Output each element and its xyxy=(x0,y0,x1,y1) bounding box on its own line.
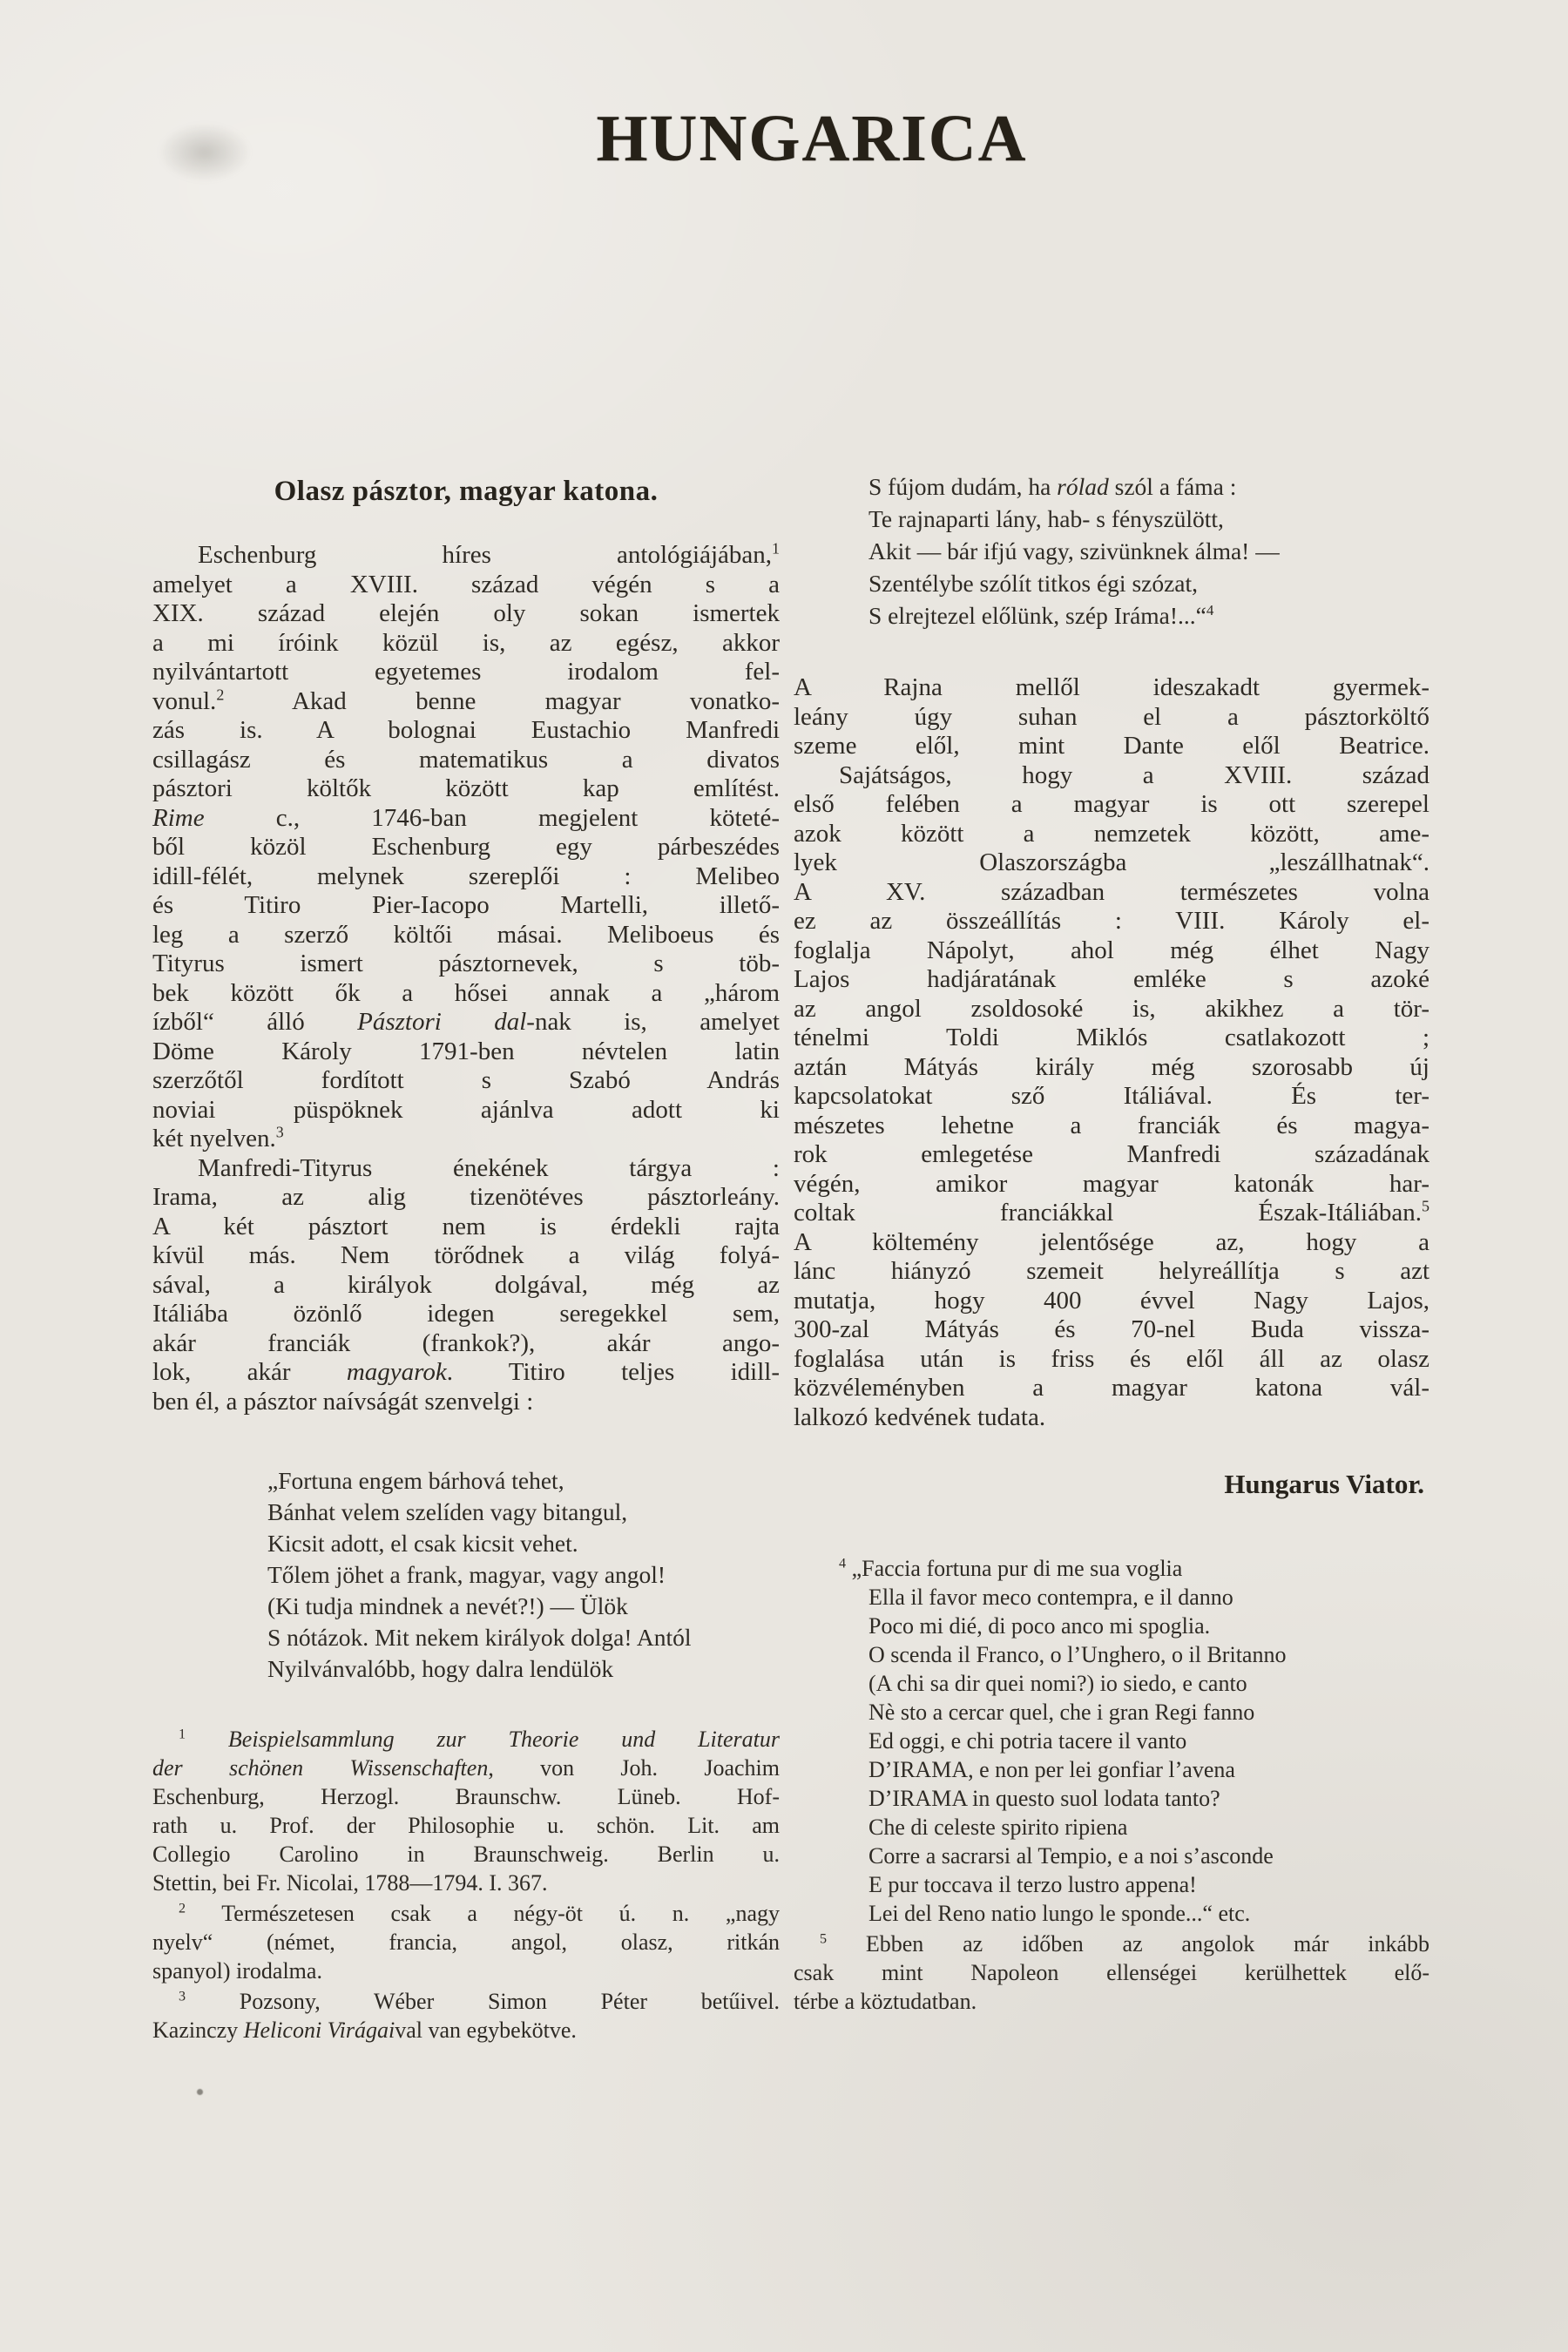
text-line xyxy=(794,1140,1429,1170)
text-segment: val van egybekötve. xyxy=(395,2017,577,2043)
text-line xyxy=(794,1082,1429,1112)
text-segment: S elrejtezel előlünk, szép Iráma!...“ xyxy=(868,602,1206,629)
article-heading: Olasz pásztor, magyar katona. xyxy=(274,476,659,507)
text-line xyxy=(868,535,1429,567)
text-line xyxy=(267,1465,780,1497)
text-line xyxy=(152,891,780,921)
text-line xyxy=(794,1374,1429,1403)
text-line xyxy=(267,1653,780,1685)
text-segment: foglalja Nápolyt, ahol még élhet Nagy xyxy=(794,936,1429,964)
text-segment: Beispielsammlung zur Theorie und Literatur xyxy=(227,1727,781,1752)
text-segment: idill-félét, melynek szereplői : Melibeo xyxy=(152,862,780,890)
text-segment: Lei del Reno natio lungo le sponde...“ etc. xyxy=(868,1901,1251,1926)
text-line xyxy=(267,1622,780,1653)
article-paragraph-3 xyxy=(794,673,1429,761)
footnote-marker: 3 xyxy=(179,1989,186,2004)
text-line xyxy=(152,1782,780,1811)
text-segment: ből közöl Eschenburg egy párbeszédes xyxy=(152,833,780,861)
text-segment: kapcsolatokat sző Itáliával. És ter- xyxy=(794,1082,1429,1110)
left-column xyxy=(152,470,780,2044)
text-segment: (Ki tudja mindnek a nevét?!) — Ülök xyxy=(267,1592,628,1619)
text-segment: kívül más. Nem törődnek a világ folyá- xyxy=(152,1241,780,1269)
text-segment: leány úgy suhan el a pásztorköltő xyxy=(794,702,1429,731)
text-line xyxy=(152,833,780,862)
text-line xyxy=(868,1640,1429,1669)
text-line xyxy=(794,1958,1429,1987)
text-segment: Rime xyxy=(152,803,205,832)
text-segment: Che di celeste spirito ripiena xyxy=(868,1815,1128,1840)
text-line xyxy=(794,1287,1429,1316)
text-line xyxy=(152,1957,780,1985)
text-line xyxy=(152,1869,780,1897)
verse-continuation xyxy=(794,470,1429,632)
text-segment: Döme Károly 1791-ben névtelen latin xyxy=(152,1037,780,1065)
text-segment: Stettin, bei Fr. Nicolai, 1788—1794. I. 367. xyxy=(152,1870,548,1896)
text-segment: végén, amikor magyar katonák har- xyxy=(794,1169,1429,1198)
page-title: HUNGARICA xyxy=(596,102,1028,175)
text-line xyxy=(794,907,1429,936)
text-line xyxy=(152,716,780,746)
text-segment: A költemény jelentősége az, hogy a xyxy=(794,1227,1429,1256)
text-segment: A két pásztort nem is érdekli rajta xyxy=(152,1212,780,1240)
text-segment: Kicsit adott, el csak kicsit vehet. xyxy=(267,1530,578,1557)
footnote-marker: 3 xyxy=(275,1123,284,1141)
text-line xyxy=(868,1784,1429,1813)
text-line xyxy=(794,820,1429,849)
text-segment: Lajos hadjáratának emléke s azoké xyxy=(794,965,1429,993)
text-line xyxy=(152,1928,780,1957)
footnote-4-italian-verse xyxy=(794,1554,1429,1928)
text-segment: S nótázok. Mit nekem királyok dolga! Antól xyxy=(267,1624,692,1651)
text-line xyxy=(794,703,1429,733)
text-line xyxy=(794,1228,1429,1258)
text-segment: mészetes lehetne a franciák és magya- xyxy=(794,1111,1429,1139)
text-line xyxy=(794,965,1429,995)
text-line xyxy=(794,1170,1429,1200)
text-segment: ben él, a pásztor naívságát szenvelgi : xyxy=(152,1387,534,1416)
text-segment: bek között ők a hősei annak a „három xyxy=(152,978,780,1007)
text-segment: Itáliába özönlő idegen seregekkel sem, xyxy=(152,1300,780,1328)
text-segment: Ebben az időben az angolok már inkább xyxy=(827,1931,1429,1957)
text-line xyxy=(868,503,1429,535)
text-line xyxy=(267,1591,780,1622)
text-line xyxy=(152,599,780,629)
text-line xyxy=(152,1213,780,1242)
text-line xyxy=(152,1154,780,1184)
footnote-2 xyxy=(152,1899,780,1985)
text-segment: -nak is, amelyet xyxy=(526,1008,780,1036)
text-segment: „Faccia fortuna pur di me sua voglia xyxy=(846,1556,1183,1581)
footnote-marker: 1 xyxy=(179,1727,186,1742)
text-line xyxy=(152,1066,780,1096)
text-line xyxy=(152,746,780,775)
text-segment: térbe a köztudatban. xyxy=(794,1989,977,2014)
text-segment: Pozsony, Wéber Simon Péter betűivel. xyxy=(186,1989,780,2014)
text-line xyxy=(794,1930,1429,1958)
text-segment: Nyilvánvalóbb, hogy dalra lendülök xyxy=(267,1655,614,1682)
text-line xyxy=(152,979,780,1009)
text-line xyxy=(868,1755,1429,1784)
text-line xyxy=(152,1300,780,1329)
text-segment: lalkozó kedvének tudata. xyxy=(794,1402,1046,1431)
text-line xyxy=(152,1096,780,1125)
text-segment: szeme elől, mint Dante elől Beatrice. xyxy=(794,732,1429,760)
text-line xyxy=(794,1112,1429,1141)
text-segment: Pásztori dal xyxy=(357,1008,527,1036)
text-segment: lyek Olaszországba „leszállhatnak“. xyxy=(794,848,1429,876)
text-line xyxy=(152,1987,780,2016)
right-column xyxy=(794,470,1429,2044)
text-segment: O scenda il Franco, o l’Unghero, o il Britanno xyxy=(868,1642,1287,1667)
text-segment: Collegio Carolino in Braunschweig. Berlin u. xyxy=(152,1842,780,1867)
text-line xyxy=(794,790,1429,820)
text-line xyxy=(868,599,1429,632)
text-segment: D’IRAMA, e non per lei gonfiar l’avena xyxy=(868,1757,1235,1782)
text-line xyxy=(267,1497,780,1528)
text-segment: akár franciák (frankok?), akár ango- xyxy=(152,1328,780,1357)
text-segment: . Titiro teljes idill- xyxy=(446,1358,780,1386)
left-footnotes xyxy=(152,1725,780,2044)
two-column-layout xyxy=(152,470,1429,2044)
text-line xyxy=(152,687,780,717)
text-segment: 300-zal Mátyás és 70-nel Buda vissza- xyxy=(794,1315,1429,1343)
text-segment: Tityrus ismert pásztornevek, s töb- xyxy=(152,950,780,977)
text-line xyxy=(839,1554,1429,1583)
article-paragraph-1 xyxy=(152,541,780,1154)
footnote-marker: 5 xyxy=(820,1931,828,1947)
footnote-3 xyxy=(152,1987,780,2044)
text-segment: XIX. század elején oly sokan ismertek xyxy=(152,599,780,627)
text-segment: Ed oggi, e chi potria tacere il vanto xyxy=(868,1728,1187,1754)
text-line xyxy=(794,1403,1429,1433)
text-segment: S fújom dudám, ha xyxy=(868,473,1058,500)
text-line xyxy=(794,995,1429,1024)
text-segment: első felében a magyar is ott szerepel xyxy=(794,790,1429,818)
text-segment: szól a fáma : xyxy=(1108,473,1237,500)
text-segment: amelyet a XVIII. század végén s a xyxy=(152,570,780,598)
footnote-1 xyxy=(152,1725,780,1897)
text-segment: Nè sto a cercar quel, che i gran Regi fanno xyxy=(868,1700,1255,1725)
hungarian-verse-quote xyxy=(152,1465,780,1685)
text-line xyxy=(794,1024,1429,1053)
text-segment: , von Joh. Joachim xyxy=(488,1755,780,1781)
author-signature: Hungarus Viator. xyxy=(1224,1469,1424,1499)
footnote-5 xyxy=(794,1930,1429,2016)
text-segment: az angol zsoldosoké is, akikhez a tör- xyxy=(794,994,1429,1023)
text-segment: nyelv“ (német, francia, angol, olasz, ritkán xyxy=(152,1930,780,1955)
text-segment: Irama, az alig tizenötéves pásztorleány. xyxy=(152,1183,780,1211)
text-segment xyxy=(186,1727,228,1752)
text-segment: magyarok xyxy=(346,1358,447,1386)
text-line xyxy=(868,1842,1429,1870)
text-segment: „Fortuna engem bárhová tehet, xyxy=(267,1467,564,1494)
text-line xyxy=(152,1811,780,1840)
text-segment: c., 1746-ban megjelent köteté- xyxy=(204,803,780,832)
text-line xyxy=(152,1899,780,1928)
text-line xyxy=(152,1037,780,1067)
text-line xyxy=(152,658,780,687)
text-segment: leg a szerző költői másai. Meliboeus és xyxy=(152,920,780,949)
text-segment: Szentélybe szólít titkos égi szózat, xyxy=(868,570,1199,597)
text-segment: (A chi sa dir quei nomi?) io siedo, e canto xyxy=(868,1671,1247,1696)
text-segment: vonul. xyxy=(152,686,217,715)
text-line xyxy=(152,921,780,950)
text-line xyxy=(868,1727,1429,1755)
text-segment: Akad benne magyar vonatko- xyxy=(224,686,780,715)
text-segment: Eschenburg híres antológiájában, xyxy=(198,541,773,569)
text-segment: Te rajnaparti lány, hab- s fényszülött, xyxy=(868,505,1224,532)
text-line xyxy=(794,1987,1429,2016)
print-artifact-dot xyxy=(197,2089,203,2095)
text-line xyxy=(794,732,1429,761)
text-segment: lok, akár xyxy=(152,1358,347,1386)
text-segment: sával, a királyok dolgával, még az xyxy=(152,1270,780,1299)
text-line xyxy=(152,1271,780,1301)
text-line xyxy=(152,862,780,892)
text-line xyxy=(794,1199,1429,1228)
text-line xyxy=(152,541,780,571)
text-line xyxy=(794,936,1429,966)
footnote-marker: 4 xyxy=(839,1556,847,1571)
text-segment: foglalása után is friss és elől áll az olasz xyxy=(794,1344,1429,1373)
footnote-marker: 4 xyxy=(1206,601,1214,618)
text-line xyxy=(152,774,780,804)
text-line xyxy=(152,1840,780,1869)
text-segment: Akit — bár ifjú vagy, szivünknek álma! — xyxy=(868,537,1280,564)
text-line xyxy=(152,2016,780,2044)
text-line xyxy=(794,1257,1429,1287)
text-segment: azok között a nemzetek között, ame- xyxy=(794,819,1429,848)
text-segment: szerzőtől fordított s Szabó András xyxy=(152,1066,780,1094)
footnote-marker: 2 xyxy=(179,1901,186,1916)
text-segment: ténelmi Toldi Miklós csatlakozott ; xyxy=(794,1024,1429,1051)
text-line xyxy=(794,673,1429,703)
text-segment: aztán Mátyás király még szorosabb új xyxy=(794,1052,1429,1081)
text-segment: ez az összeállítás : VIII. Károly el- xyxy=(794,907,1429,935)
text-segment: Bánhat velem szelíden vagy bitangul, xyxy=(267,1498,628,1525)
text-segment: Természetesen csak a négy-öt ú. n. „nagy xyxy=(186,1901,780,1926)
text-segment: A XV. században természetes volna xyxy=(794,877,1429,906)
text-segment: Eschenburg, Herzogl. Braunschw. Lüneb. Hof- xyxy=(152,1784,780,1809)
text-segment: mutatja, hogy 400 évvel Nagy Lajos, xyxy=(794,1286,1429,1315)
footnote-marker: 1 xyxy=(772,539,780,558)
text-segment: Corre a sacrarsi al Tempio, e a noi s’asconde xyxy=(868,1843,1274,1869)
text-segment: der schönen Wissenschaften xyxy=(152,1755,489,1781)
text-segment: nyilvántartott egyetemes irodalom fel- xyxy=(152,658,780,686)
text-segment: zás is. A bolognai Eustachio Manfredi xyxy=(152,716,780,744)
footnote-marker: 2 xyxy=(216,685,225,703)
text-line xyxy=(868,470,1429,503)
footnote-marker: 5 xyxy=(1422,1197,1429,1215)
text-segment: pásztori költők között kap említést. xyxy=(152,774,780,802)
text-segment: csillagász és matematikus a divatos xyxy=(152,745,780,774)
text-line xyxy=(267,1528,780,1559)
text-segment: ízből“ álló xyxy=(152,1008,358,1036)
text-segment: spanyol) irodalma. xyxy=(152,1958,322,1984)
text-segment: E pur toccava il terzo lustro appena! xyxy=(868,1872,1197,1897)
text-line xyxy=(152,1754,780,1782)
text-line xyxy=(868,1612,1429,1640)
text-segment: Heliconi Virágai xyxy=(243,2017,395,2043)
text-line xyxy=(152,1241,780,1271)
text-line xyxy=(868,1698,1429,1727)
text-line xyxy=(152,950,780,979)
text-line xyxy=(794,1053,1429,1083)
text-line xyxy=(152,1008,780,1037)
text-line xyxy=(267,1559,780,1591)
text-segment: D’IRAMA in questo suol lodata tanto? xyxy=(868,1786,1220,1811)
text-line xyxy=(794,1345,1429,1375)
text-segment: rólad xyxy=(1057,473,1109,500)
text-segment: Kazinczy xyxy=(152,2017,244,2043)
text-line xyxy=(152,1388,780,1417)
text-line xyxy=(868,567,1429,599)
text-line xyxy=(794,761,1429,791)
text-segment: Tőlem jöhet a frank, magyar, vagy angol! xyxy=(267,1561,666,1588)
text-segment: közvéleményben a magyar katona vál- xyxy=(794,1374,1429,1402)
text-line xyxy=(868,1899,1429,1928)
right-footnotes xyxy=(794,1554,1429,2016)
text-line xyxy=(794,878,1429,908)
text-segment: két nyelven. xyxy=(152,1125,276,1152)
text-line xyxy=(152,571,780,600)
text-line xyxy=(868,1870,1429,1899)
text-line xyxy=(868,1813,1429,1842)
text-line xyxy=(794,1315,1429,1345)
text-line xyxy=(152,804,780,834)
text-line xyxy=(152,1183,780,1213)
text-line xyxy=(794,848,1429,878)
text-segment: Manfredi-Tityrus énekének tárgya : xyxy=(198,1153,780,1182)
article-paragraph-2 xyxy=(152,1154,780,1417)
text-line xyxy=(868,1583,1429,1612)
text-segment: rath u. Prof. der Philosophie u. schön. Lit. am xyxy=(152,1813,780,1838)
text-line xyxy=(152,1329,780,1359)
text-segment: lánc hiányzó szemeit helyreállítja s azt xyxy=(794,1257,1429,1285)
text-line xyxy=(152,629,780,659)
text-segment: coltak franciákkal Észak-Itáliában. xyxy=(794,1199,1423,1227)
text-segment: és Titiro Pier-Iacopo Martelli, illető- xyxy=(152,891,780,919)
text-segment: a mi íróink közül is, az egész, akkor xyxy=(152,628,780,657)
article-paragraph-4 xyxy=(794,761,1429,1433)
text-line xyxy=(152,1358,780,1388)
text-line xyxy=(868,1669,1429,1698)
text-segment: Sajátságos, hogy a XVIII. század xyxy=(839,760,1429,789)
text-line xyxy=(152,1125,780,1154)
text-segment: A Rajna mellől ideszakadt gyermek- xyxy=(794,673,1429,701)
text-line xyxy=(152,1725,780,1754)
text-segment: noviai püspöknek ajánlva adott ki xyxy=(152,1095,780,1124)
text-segment: Poco mi dié, di poco anco mi spoglia. xyxy=(868,1613,1211,1639)
text-segment: rok emlegetése Manfredi századának xyxy=(794,1140,1429,1168)
text-segment: Ella il favor meco contempra, e il danno xyxy=(868,1585,1233,1610)
text-segment: csak mint Napoleon ellenségei kerülhettek elő- xyxy=(794,1960,1429,1985)
